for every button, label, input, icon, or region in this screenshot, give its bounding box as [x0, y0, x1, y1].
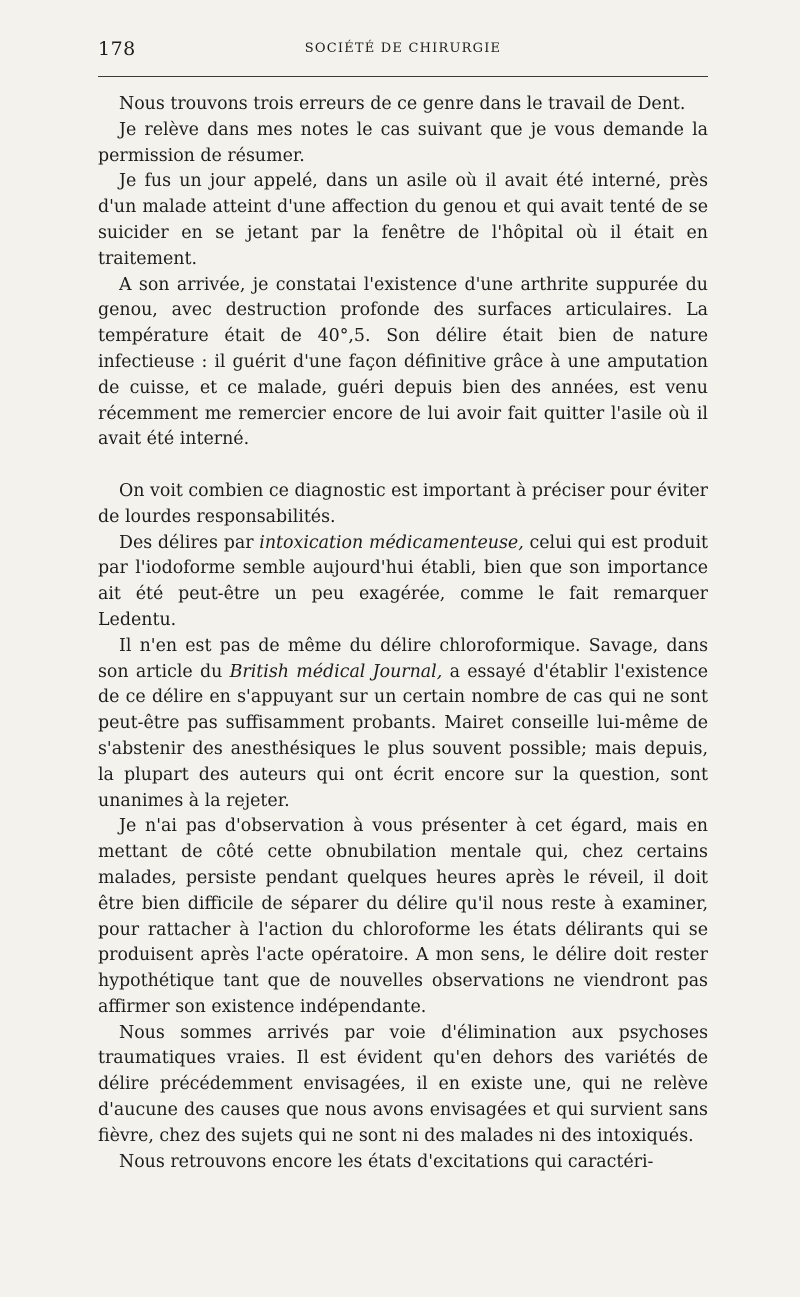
paragraph: Nous trouvons trois erreurs de ce genre dans le travail de Dent.	[119, 94, 686, 114]
italic-term: intoxication médicamenteuse,	[259, 532, 524, 553]
paragraph-text: Des délires par	[119, 532, 260, 553]
paragraph: Je n'ai pas d'observation à vous présenter à cet égard, mais en mettant de côté cette obnubilation mentale qui, chez certains malades, persiste pendant quelques heures après le réveil, il doit être bien difficile de séparer du délire qu'il nous reste à examiner, pour rattacher à l'action du chloroforme les états délirants qui se produisent après l'acte opératoire. A mon sens, le délire doit rester hypothétique tant que de nouvelles observations ne viendront pas affirmer son existence indépendante.	[98, 816, 708, 1017]
paragraph: Nous retrouvons encore les états d'excitations qui caractéri-	[119, 1151, 654, 1172]
paragraph: Je fus un jour appelé, dans un asile où il avait été interné, près d'un malade atteint d'une affection du genou et qui avait tenté de se suicider en se jetant par la fenêtre de l'hôpital où il était en traitement.	[98, 171, 708, 269]
paragraph: On voit combien ce diagnostic est important à préciser pour éviter de lourdes responsabilités.	[98, 480, 708, 527]
journal-title: British médical Journal,	[229, 661, 443, 682]
header-rule	[98, 76, 708, 77]
paragraph-text: celui qui est produit par l'iodoforme semble aujourd'hui établi, bien que son importance ait été peut-être un peu exagérée, comme le fait remarquer Ledentu.	[98, 532, 708, 630]
paragraph: Nous sommes arrivés par voie d'élimination aux psychoses traumatiques vraies. Il est évident qu'en dehors des variétés de délire précédemment envisagées, il en existe une, qui ne relève d'aucune des causes que nous avons envisagées et qui survient sans fièvre, chez des sujets qui ne sont ni des malades ni des intoxiqués.	[98, 1022, 708, 1146]
running-title: SOCIÉTÉ DE CHIRURGIE	[304, 41, 502, 56]
paragraph: A son arrivée, je constatai l'existence d'une arthrite suppurée du genou, avec destruction profonde des surfaces articulaires. La température était de 40°,5. Son délire était bien de nature infectieuse : il guérit d'une façon définitive grâce à une amputation de cuisse, et ce malade, guéri depuis bien des années, est venu récemment me remercier encore de lui avoir fait quitter l'asile où il avait été interné.	[98, 274, 708, 450]
paragraph: Je relève dans mes notes le cas suivant que je vous demande la permission de résumer.	[98, 119, 708, 166]
paragraph	[98, 531, 708, 634]
paragraph	[98, 634, 708, 815]
body-text	[98, 92, 708, 1175]
page-number: 178	[98, 38, 136, 60]
paragraph-text: Il n'en est pas de même du délire chloroformique. Savage, dans son article du	[98, 635, 708, 682]
running-header	[98, 38, 708, 64]
paragraph-text: a essayé d'établir l'existence de ce délire en s'appuyant sur un certain nombre de cas qui ne sont peut-être pas suffisamment probants. Mairet conseille lui-même de s'abstenir des anesthésiques le plus souvent possible; mais depuis, la plupart des auteurs qui ont écrit encore sur la question, sont unanimes à la rejeter.	[98, 661, 708, 811]
